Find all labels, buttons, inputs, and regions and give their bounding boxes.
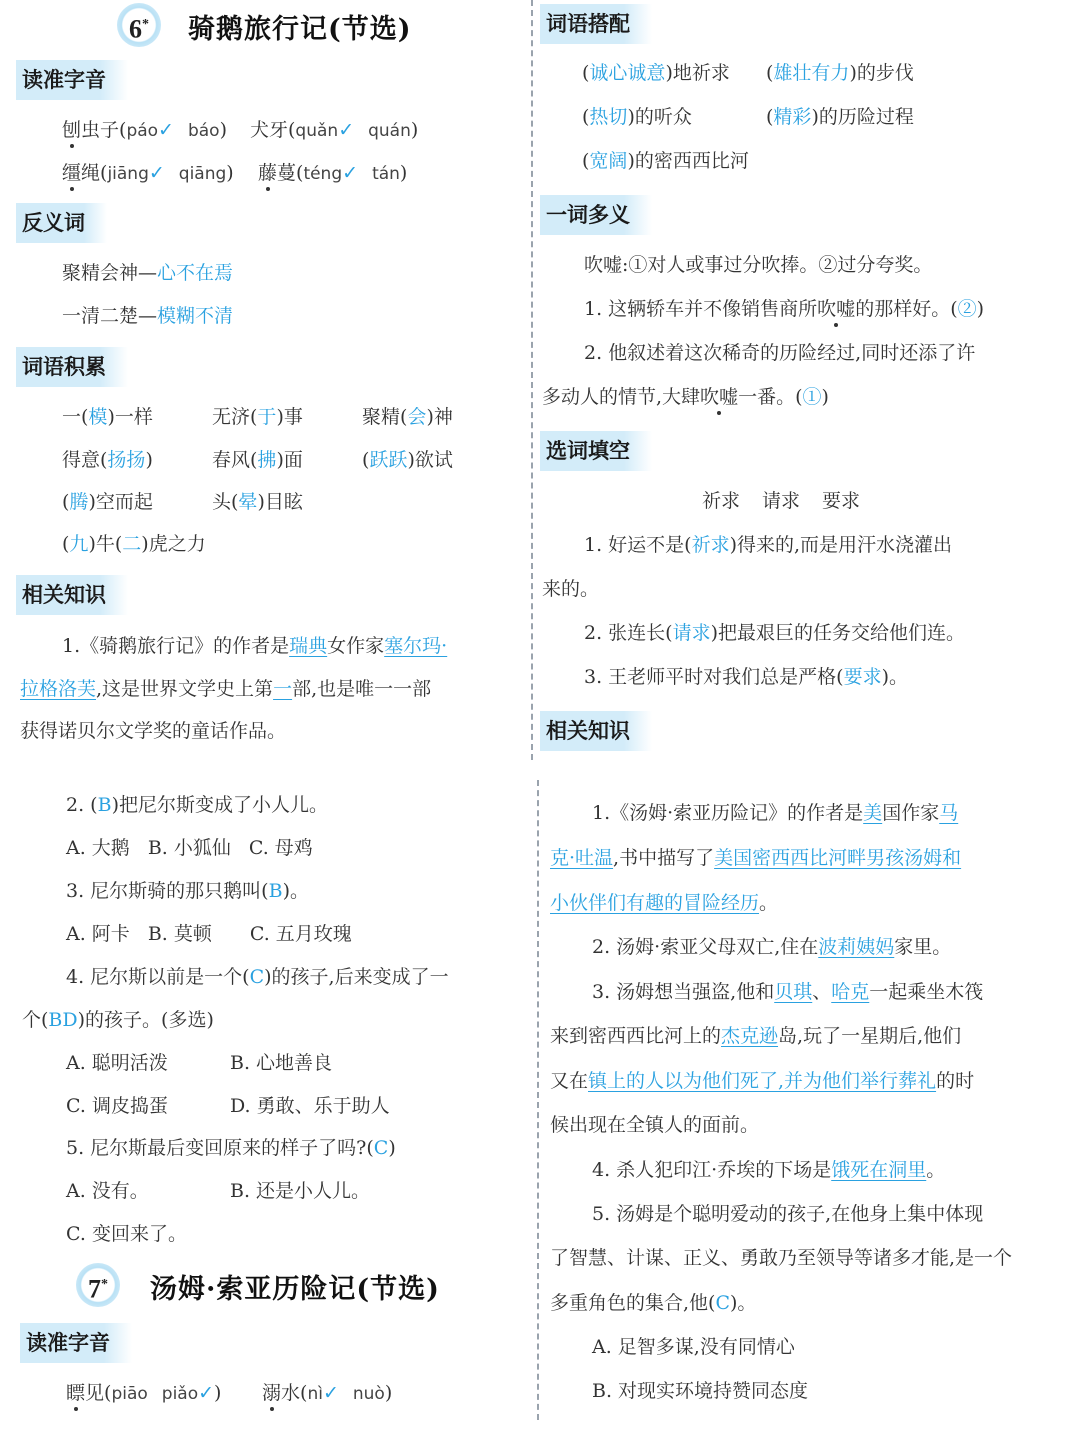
text: 2. 汤姆·索亚父母双亡,住在 xyxy=(592,936,819,958)
pinyin-line xyxy=(66,1380,221,1407)
knowledge-line: 候出现在全镇人的面前。 xyxy=(550,1114,760,1136)
text: 女作家 xyxy=(327,635,385,657)
text: 4. 杀人犯印江·乔埃的下场是 xyxy=(592,1159,832,1181)
section-title: 词语积累 xyxy=(16,347,128,387)
knowledge-line: 5. 汤姆是个聪明爱动的孩子,在他身上集中体现 xyxy=(592,1203,984,1225)
option: B. 还是小人儿。 xyxy=(230,1180,371,1202)
option: A. 聪明活泼 xyxy=(66,1052,168,1074)
match-line xyxy=(582,60,914,86)
options-line xyxy=(66,921,352,947)
text: 头( xyxy=(212,491,239,513)
text: )虎之力 xyxy=(141,533,206,555)
text: 春风( xyxy=(212,449,258,471)
text: )神 xyxy=(426,406,453,428)
lesson-number: 7 xyxy=(88,1274,101,1304)
text: )的步伐 xyxy=(849,62,914,84)
definition-line: 吹嘘:①对人或事过分吹捧。②过分夸奖。 xyxy=(584,254,933,276)
lesson-title: 骑鹅旅行记(节选) xyxy=(188,14,412,45)
answer: 心不在焉 xyxy=(157,262,234,284)
option: B. 对现实环境持赞同态度 xyxy=(592,1380,809,1402)
column-divider-top xyxy=(531,0,533,760)
text: 3. 尼尔斯骑的那只鹅叫( xyxy=(66,880,269,902)
dotted-char: 刨 xyxy=(62,119,82,141)
idiom-item xyxy=(212,489,362,515)
top-left-panel xyxy=(0,0,528,760)
text: )。 xyxy=(730,1292,757,1314)
question-line xyxy=(584,296,984,322)
answer: 晕 xyxy=(238,491,258,513)
pinyin-line xyxy=(250,117,418,144)
option: C. 五月玫瑰 xyxy=(249,923,352,945)
knowledge-line xyxy=(62,633,447,659)
text: )目眩 xyxy=(257,491,303,513)
answer: 诚心诚意 xyxy=(589,62,666,84)
idiom-row xyxy=(62,404,512,430)
dotted-char: 溺 xyxy=(262,1382,282,1404)
question-line xyxy=(66,792,328,818)
answer: 一 xyxy=(273,678,293,700)
section-title: 读准字音 xyxy=(16,60,128,100)
text: ) xyxy=(388,1137,396,1159)
antonym-word: 一清二楚— xyxy=(62,305,158,327)
text: 国作家 xyxy=(882,802,940,824)
option: A. 没有。 xyxy=(66,1180,149,1202)
text: )的听众 xyxy=(627,106,692,128)
question-line: 2. 他叙述着这次稀奇的历险经过,同时还添了许 xyxy=(584,342,976,364)
text: )地祈求 xyxy=(665,62,730,84)
option: B. 莫顿 xyxy=(147,923,212,945)
pinyin-word: 蔓( xyxy=(277,162,304,184)
option: C. 母鸡 xyxy=(248,837,313,859)
section-title: 反义词 xyxy=(16,203,107,243)
text: 一起乘坐木筏 xyxy=(869,981,984,1003)
column-divider-bottom xyxy=(537,780,539,1420)
text: 1. 好运不是( xyxy=(584,534,692,556)
pinyin-option: piǎo xyxy=(161,1384,199,1404)
text: 聚精( xyxy=(362,406,408,428)
options-line xyxy=(66,835,313,861)
knowledge-line xyxy=(550,890,778,916)
answer: 祈求 xyxy=(691,534,730,556)
text: 3. 汤姆想当强盗,他和 xyxy=(592,981,775,1003)
text: )欲试 xyxy=(407,449,453,471)
pinyin-word: 绳( xyxy=(81,162,108,184)
text: )。 xyxy=(881,666,909,688)
text: 。 xyxy=(759,892,779,914)
option: A. 阿卡 xyxy=(66,923,130,945)
check-mark-icon: ✓ xyxy=(322,1382,339,1404)
check-mark-icon: ✓ xyxy=(338,119,355,141)
answer: 热切 xyxy=(589,106,628,128)
check-mark-icon: ✓ xyxy=(148,162,165,184)
pinyin-line xyxy=(62,117,227,144)
answer: 波莉姨妈 xyxy=(818,936,895,958)
section-title: 词语搭配 xyxy=(540,4,652,44)
answer: 塞尔玛· xyxy=(384,635,448,657)
question-line xyxy=(66,1135,396,1161)
idiom-item xyxy=(62,447,212,473)
text: ( xyxy=(582,62,590,84)
text: )得来的,而是用汗水浇灌出 xyxy=(729,534,953,556)
text: )把尼尔斯变成了小人儿。 xyxy=(111,794,328,816)
text: 又在 xyxy=(550,1070,589,1092)
dotted-char: 缰 xyxy=(62,162,82,184)
text: )把最艰巨的任务交给他们连。 xyxy=(710,622,966,644)
fill-line: 来的。 xyxy=(542,578,600,600)
answer: C xyxy=(715,1292,730,1314)
answer: 美国密西西比河畔男孩汤姆和 xyxy=(714,847,962,869)
check-mark-icon: ✓ xyxy=(198,1382,215,1404)
text: 1.《汤姆·索亚历险记》的作者是 xyxy=(592,802,864,824)
answer: 模糊不清 xyxy=(157,305,234,327)
fill-line xyxy=(584,532,952,558)
option: A. 大鹅 xyxy=(66,837,130,859)
option: D. 勇敢、乐于助人 xyxy=(230,1095,390,1117)
pinyin-option: piāo xyxy=(111,1384,148,1404)
text: 1. 这辆轿车并不像销售商所 xyxy=(584,298,818,320)
text: 来到密西西比河上的 xyxy=(550,1025,722,1047)
text: 1.《骑鹅旅行记》的作者是 xyxy=(62,635,290,657)
text: )面 xyxy=(276,449,303,471)
pinyin-option: jiāng xyxy=(107,164,149,184)
answer: 精彩 xyxy=(773,106,812,128)
pinyin-close: ) xyxy=(226,162,234,184)
options-line xyxy=(66,1093,390,1119)
pinyin-line xyxy=(262,1380,392,1407)
bottom-right-panel xyxy=(548,780,1080,1444)
text: )的历险过程 xyxy=(811,106,914,128)
answer: 二 xyxy=(122,533,142,555)
text: 、 xyxy=(812,981,832,1003)
answer: 扬扬 xyxy=(107,449,146,471)
answer: 马 xyxy=(939,802,959,824)
text: ( xyxy=(582,106,590,128)
lesson-star: * xyxy=(142,17,149,32)
lesson-heading xyxy=(0,1260,528,1310)
answer: 镇上的人以为他们死了,并为他们举行葬礼 xyxy=(588,1070,937,1092)
idiom-item xyxy=(362,404,512,430)
knowledge-line xyxy=(550,1068,974,1094)
section-title: 相关知识 xyxy=(16,575,128,615)
answer: 杰克逊 xyxy=(721,1025,779,1047)
pinyin-close: ) xyxy=(384,1382,393,1404)
bottom-left-panel xyxy=(0,780,528,1444)
pinyin-word: 犬牙( xyxy=(250,119,296,141)
text: 4. 尼尔斯以前是一个( xyxy=(66,966,250,988)
answer: ① xyxy=(802,386,822,408)
dotted-char: 瞟 xyxy=(66,1382,86,1404)
text: ,书中描写了 xyxy=(613,847,715,869)
answer: C xyxy=(373,1137,389,1159)
text: ) xyxy=(976,298,985,320)
idiom-item xyxy=(212,447,362,473)
pinyin-word: 见( xyxy=(85,1382,112,1404)
pinyin-close: ) xyxy=(219,119,227,141)
text: ) xyxy=(145,449,153,471)
knowledge-line xyxy=(592,934,951,960)
text: 个( xyxy=(22,1009,49,1031)
pinyin-option: báo xyxy=(187,121,220,141)
pinyin-option: páo xyxy=(126,121,159,141)
answer: 会 xyxy=(407,406,427,428)
fill-line xyxy=(584,620,965,646)
answer: 美 xyxy=(863,802,883,824)
answer: 于 xyxy=(257,406,277,428)
pinyin-option: quǎn xyxy=(295,121,339,141)
answer: 小伙伴们有趣的冒险经历 xyxy=(550,892,760,914)
lesson-number-badge xyxy=(117,3,161,47)
word-bank-item: 请求 xyxy=(762,490,801,512)
option: C. 调皮捣蛋 xyxy=(66,1095,168,1117)
pinyin-close: ) xyxy=(399,162,408,184)
dotted-word xyxy=(817,298,855,320)
top-right-panel xyxy=(540,0,1080,760)
knowledge-line xyxy=(550,1023,961,1049)
answer: 九 xyxy=(69,533,89,555)
answer: 模 xyxy=(88,406,108,428)
text: )的孩子。(多选) xyxy=(77,1009,214,1031)
pinyin-word: 虫子( xyxy=(81,119,127,141)
text: ) xyxy=(821,386,829,408)
section-title: 选词填空 xyxy=(540,431,652,471)
knowledge-line xyxy=(592,1157,945,1183)
dotted-word xyxy=(700,386,738,408)
answer: 宽阔 xyxy=(589,150,628,172)
answer: 瑞典 xyxy=(289,635,328,657)
pinyin-close: ) xyxy=(410,119,419,141)
text: )。 xyxy=(282,880,309,902)
text: ( xyxy=(362,449,370,471)
text: 的时 xyxy=(936,1070,975,1092)
question-line xyxy=(542,384,829,410)
text: ,这是世界文学史上第 xyxy=(96,678,274,700)
option: C. 变回来了。 xyxy=(66,1223,187,1245)
dotted-char: 藤 xyxy=(258,162,278,184)
text: 岛,玩了一星期后,他们 xyxy=(778,1025,962,1047)
text: )的密西西比河 xyxy=(627,150,749,172)
knowledge-line xyxy=(550,845,961,871)
word-bank xyxy=(702,488,860,514)
text: 一( xyxy=(62,406,89,428)
knowledge-line xyxy=(20,676,431,702)
answer: 请求 xyxy=(672,622,711,644)
match-item xyxy=(582,60,766,86)
text: 3. 王老师平时对我们总是严格( xyxy=(584,666,844,688)
check-mark-icon: ✓ xyxy=(342,162,359,184)
lesson-title: 汤姆·索亚历险记(节选) xyxy=(150,1274,440,1305)
section-title: 相关知识 xyxy=(540,711,652,751)
text: )事 xyxy=(276,406,303,428)
options-line xyxy=(66,1178,370,1204)
answer: 饿死在洞里 xyxy=(831,1159,927,1181)
pinyin-line xyxy=(62,160,234,187)
text: 部,也是唯一一部 xyxy=(292,678,432,700)
question-line xyxy=(22,1007,214,1033)
antonym-line xyxy=(62,303,233,329)
word-bank-item: 要求 xyxy=(822,490,861,512)
lesson-heading xyxy=(0,0,528,50)
text: ( xyxy=(62,533,70,555)
answer: B xyxy=(97,794,112,816)
text: )牛( xyxy=(88,533,123,555)
idiom-item xyxy=(212,404,362,430)
antonym-line xyxy=(62,260,233,286)
knowledge-line: 获得诺贝尔文学奖的童话作品。 xyxy=(20,720,287,742)
answer: ② xyxy=(957,298,977,320)
answer: 跃跃 xyxy=(369,449,408,471)
lesson-number-badge xyxy=(76,1263,120,1307)
match-item xyxy=(582,104,766,130)
text: 家里。 xyxy=(894,936,952,958)
answer: 雄壮有力 xyxy=(773,62,850,84)
section-title: 读准字音 xyxy=(20,1323,132,1363)
text: 得意( xyxy=(62,449,108,471)
knowledge-line xyxy=(550,1290,756,1316)
text: ( xyxy=(766,62,774,84)
text: 多动人的情节,大肆 xyxy=(542,386,701,408)
text: 吹嘘 xyxy=(817,298,856,320)
pinyin-option: nuò xyxy=(352,1384,385,1404)
match-line xyxy=(582,104,914,130)
idiom-item xyxy=(62,489,212,515)
text: 。 xyxy=(926,1159,946,1181)
pinyin-option: nì xyxy=(307,1384,323,1404)
check-mark-icon: ✓ xyxy=(158,119,174,141)
match-line xyxy=(582,148,749,174)
text: 多重角色的集合,他( xyxy=(550,1292,716,1314)
idiom-item xyxy=(62,404,212,430)
answer: 克·吐温 xyxy=(550,847,614,869)
answer: 贝琪 xyxy=(774,981,813,1003)
knowledge-line xyxy=(592,979,983,1005)
option: B. 小狐仙 xyxy=(147,837,231,859)
text: 一番。( xyxy=(738,386,803,408)
antonym-word: 聚精会神— xyxy=(62,262,158,284)
pinyin-option: quán xyxy=(368,121,411,141)
answer: 拉格洛芙 xyxy=(20,678,97,700)
text: ( xyxy=(62,491,70,513)
option: B. 心地善良 xyxy=(230,1052,333,1074)
pinyin-close: ) xyxy=(214,1382,222,1404)
text: ( xyxy=(582,150,590,172)
question-line xyxy=(66,964,449,990)
word-bank-item: 祈求 xyxy=(702,490,741,512)
text: 5. 尼尔斯最后变回原来的样子了吗?( xyxy=(66,1137,374,1159)
text: )一样 xyxy=(107,406,153,428)
knowledge-line xyxy=(592,800,958,826)
knowledge-line: 了智慧、计谋、正义、勇敢乃至领导等诸多才能,是一个 xyxy=(550,1247,1013,1269)
question-line xyxy=(66,878,309,904)
options-line xyxy=(66,1050,332,1076)
idiom-row xyxy=(62,447,512,473)
answer: 哈克 xyxy=(831,981,870,1003)
pinyin-word: 水( xyxy=(281,1382,308,1404)
lesson-number: 6 xyxy=(129,14,142,44)
text: )的孩子,后来变成了一 xyxy=(264,966,449,988)
answer: B xyxy=(268,880,283,902)
options-line xyxy=(66,1221,187,1247)
pinyin-line xyxy=(258,160,407,187)
text: )空而起 xyxy=(88,491,153,513)
fill-line xyxy=(584,664,908,690)
answer: 腾 xyxy=(69,491,89,513)
answer: C xyxy=(249,966,265,988)
lesson-star: * xyxy=(101,1277,108,1292)
text: 的那样好。( xyxy=(855,298,958,320)
text: 吹嘘 xyxy=(700,386,739,408)
idiom-item xyxy=(362,447,512,473)
idiom-row xyxy=(62,489,362,515)
text: ( xyxy=(766,106,774,128)
text: 无济( xyxy=(212,406,258,428)
answer: 拂 xyxy=(257,449,277,471)
answer: 要求 xyxy=(843,666,882,688)
text: 2. ( xyxy=(66,794,98,816)
pinyin-option: tán xyxy=(372,164,400,184)
pinyin-option: qiāng xyxy=(178,164,227,184)
idiom-row xyxy=(62,531,206,557)
section-title: 一词多义 xyxy=(540,195,652,235)
answer: BD xyxy=(48,1009,78,1031)
text: 2. 张连长( xyxy=(584,622,673,644)
option: A. 足智多谋,没有同情心 xyxy=(592,1336,795,1358)
pinyin-option: téng xyxy=(303,164,343,184)
